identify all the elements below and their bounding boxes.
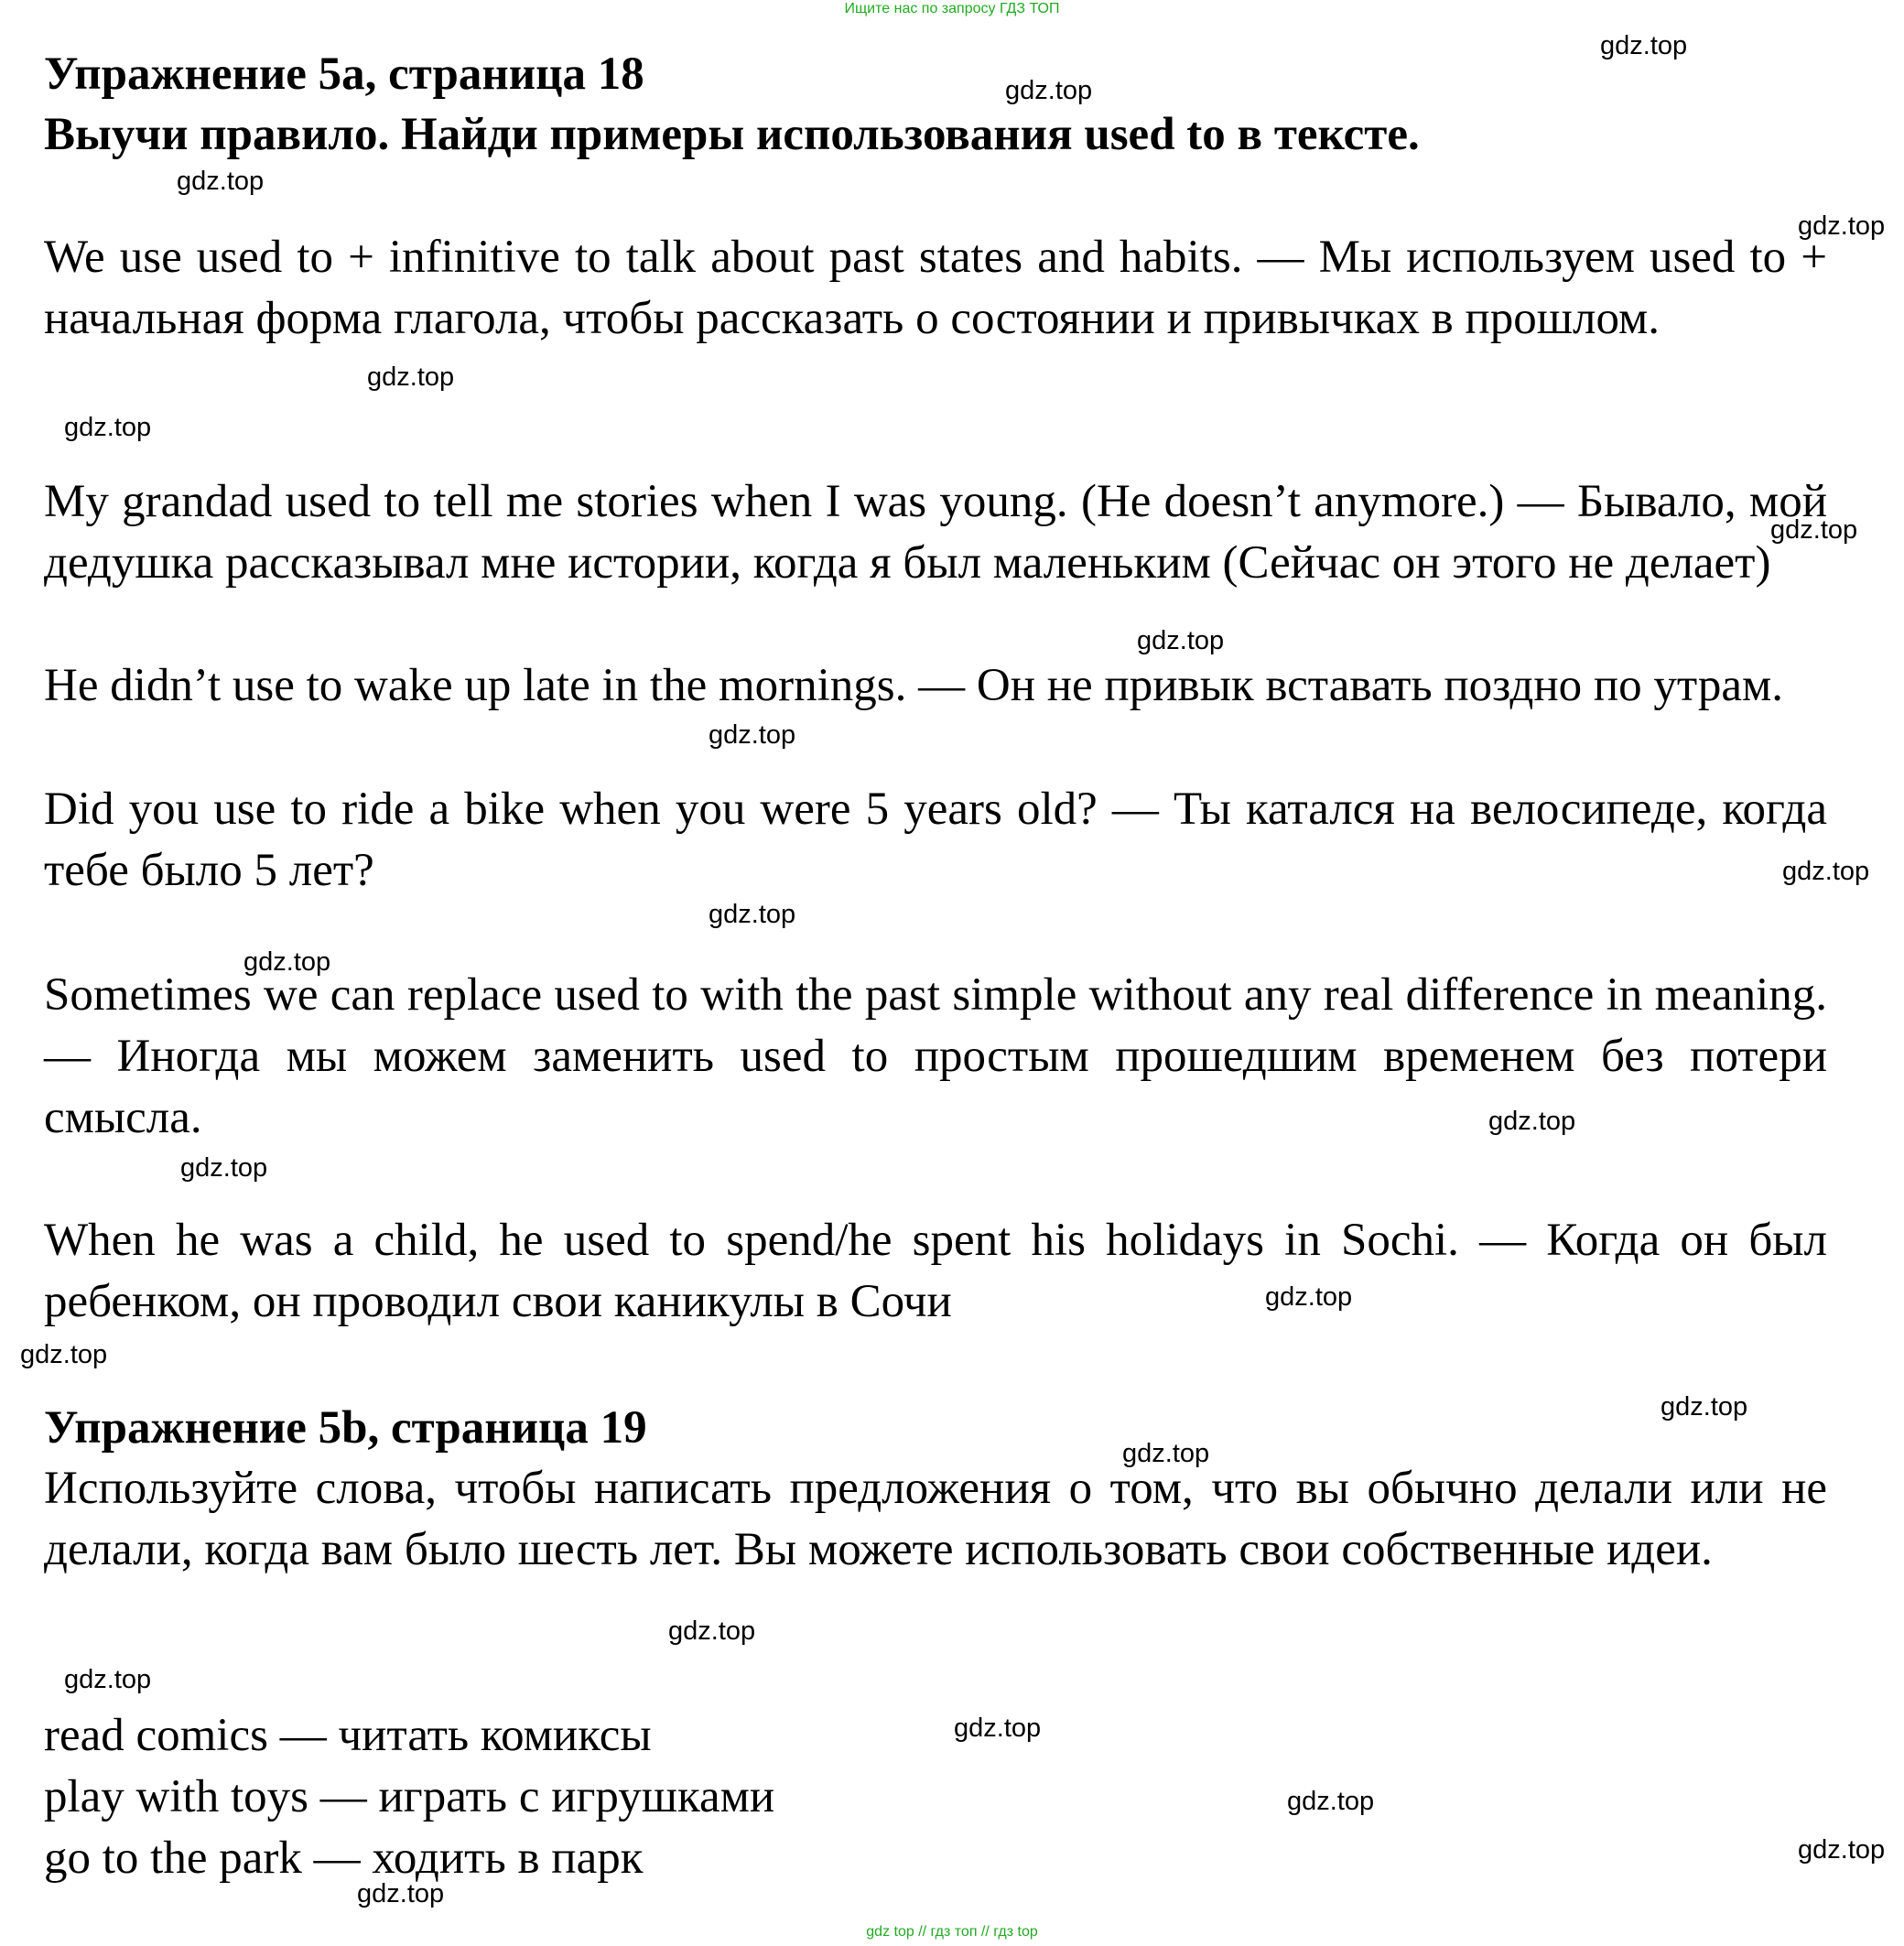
exercise-5a-subtitle: Выучи правило. Найди примеры использования used to в тексте. xyxy=(44,109,1420,160)
vocab-item: play with toys — играть с игрушками xyxy=(44,1771,775,1822)
exercise-5b-title: Упражнение 5b, страница 19 xyxy=(44,1402,647,1454)
watermark: gdz.top xyxy=(1661,1392,1748,1422)
watermark: gdz.top xyxy=(20,1340,108,1369)
watermark: gdz.top xyxy=(1488,1107,1576,1136)
exercise-5b-instruction: Используйте слова, чтобы написать предложения о том, что вы обычно делали или не делали, когда вам было шесть лет. Вы можете использовать свои собственные идеи. xyxy=(44,1463,1827,1575)
watermark: gdz.top xyxy=(954,1714,1042,1743)
watermark: gdz.top xyxy=(1137,626,1225,655)
watermark: gdz.top xyxy=(668,1616,756,1646)
watermark: gdz.top xyxy=(709,900,796,929)
exercise-5a-title: Упражнение 5а, страница 18 xyxy=(44,49,644,100)
watermark: gdz.top xyxy=(709,720,796,750)
vocab-item: go to the park — ходить в парк xyxy=(44,1832,644,1884)
example-sochi: When he was a child, he used to spend/he spent his holidays in Sochi. — Когда он был ребенком, он проводил свои каникулы в Сочи xyxy=(44,1215,1827,1327)
footer-watermark: gdz top // гдз топ // гдз top xyxy=(866,1924,1038,1940)
rule-past-simple: Sometimes we can replace used to with the past simple without any real difference in meaning. — Иногда мы можем заменить used to простым прошедшим временем без потери смысла. xyxy=(44,969,1827,1143)
watermark: gdz.top xyxy=(1600,31,1688,60)
watermark: gdz.top xyxy=(64,413,152,442)
vocab-item: read comics — читать комиксы xyxy=(44,1710,652,1761)
watermark: gdz.top xyxy=(1798,1835,1886,1865)
example-grandad: My grandad used to tell me stories when I was young. (He doesn’t anymore.) — Бывало, мой дедушка рассказывал мне истории, когда я был маленьким (Сейчас он этого не делает) xyxy=(44,476,1827,589)
example-bike: Did you use to ride a bike when you were 5 years old? — Ты катался на велосипеде, когда тебе было 5 лет? xyxy=(44,784,1827,896)
watermark: gdz.top xyxy=(1265,1282,1353,1312)
watermark: gdz.top xyxy=(243,947,331,977)
example-wake-up: He didn’t use to wake up late in the mornings. — Он не привык вставать поздно по утрам. xyxy=(44,660,1783,711)
watermark: gdz.top xyxy=(180,1153,268,1183)
watermark: gdz.top xyxy=(367,362,455,392)
watermark: gdz.top xyxy=(1798,211,1886,241)
watermark: gdz.top xyxy=(1770,515,1858,545)
watermark: gdz.top xyxy=(64,1665,152,1694)
watermark: gdz.top xyxy=(1287,1787,1375,1816)
watermark: gdz.top xyxy=(1122,1439,1210,1468)
watermark: gdz.top xyxy=(177,167,265,196)
watermark: gdz.top xyxy=(1782,857,1870,886)
watermark: gdz.top xyxy=(357,1879,445,1908)
rule-paragraph: We use used to + infinitive to talk about past states and habits. — Мы используем used to + начальная форма глагола, чтобы рассказать о состоянии и привычках в прошлом. xyxy=(44,232,1827,344)
top-banner: Ищите нас по запросу ГДЗ ТОП xyxy=(844,1,1060,16)
watermark: gdz.top xyxy=(1005,76,1093,105)
